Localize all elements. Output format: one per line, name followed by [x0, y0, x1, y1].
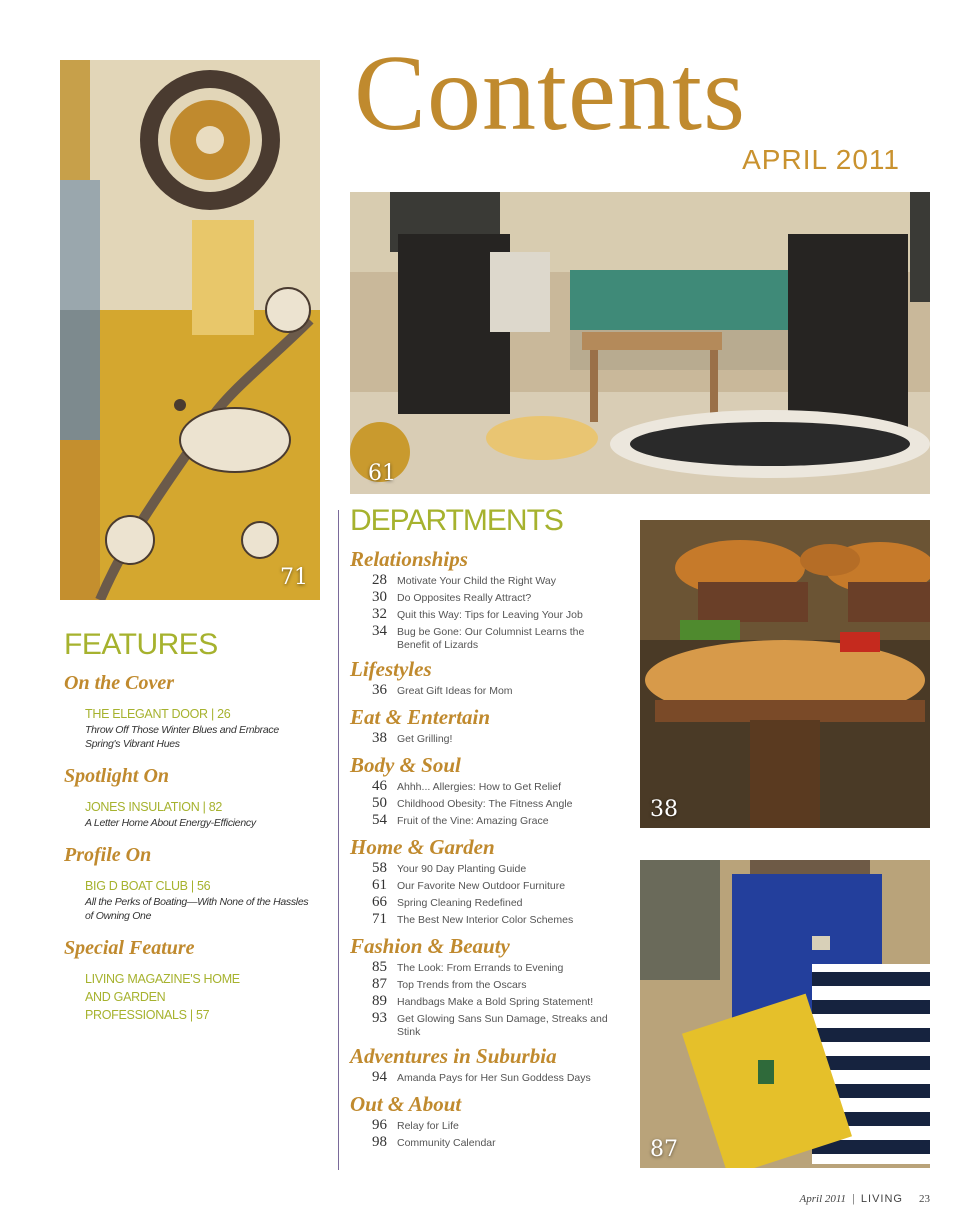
item-title: Quit this Way: Tips for Leaving Your Job: [397, 609, 583, 621]
feature-entry: [64, 765, 329, 830]
item-page-number: 30: [372, 589, 387, 605]
item-page-number: 93: [372, 1010, 387, 1026]
page-number-badge: 87: [650, 1137, 678, 1162]
department-item[interactable]: [350, 877, 630, 894]
item-title: Our Favorite New Outdoor Furniture: [397, 880, 566, 892]
item-title: Great Gift Ideas for Mom: [397, 685, 513, 697]
department-item[interactable]: [350, 812, 630, 829]
department-item[interactable]: [350, 1134, 630, 1151]
feature-category: Special Feature: [64, 937, 195, 959]
feature-description: Throw Off Those Winter Blues and Embrace Spring's Vibrant Hues: [85, 724, 279, 750]
item-page-number: 96: [372, 1117, 387, 1133]
item-title: Handbags Make a Bold Spring Statement!: [397, 996, 594, 1008]
item-page-number: 28: [372, 572, 387, 588]
item-page-number: 94: [372, 1069, 387, 1085]
item-title: Motivate Your Child the Right Way: [397, 575, 556, 587]
item-title: Ahhh... Allergies: How to Get Relief: [397, 781, 561, 793]
feature-entry: [64, 937, 329, 1024]
footer-separator: |: [852, 1193, 855, 1205]
department-item[interactable]: [350, 730, 630, 747]
item-title: Get Glowing Sans Sun Damage, Streaks and Stink: [397, 1013, 608, 1038]
feature-title-link[interactable]: LIVING MAGAZINE'S HOME AND GARDEN PROFESSIONALS | 57: [85, 972, 240, 1022]
department-item[interactable]: [350, 606, 630, 623]
department-category: Body & Soul: [350, 753, 461, 777]
item-title: Your 90 Day Planting Guide: [397, 863, 527, 875]
item-page-number: 71: [372, 911, 387, 927]
item-page-number: 61: [372, 877, 387, 893]
department-item[interactable]: [350, 1069, 630, 1086]
handbags-photo: [640, 860, 930, 1168]
item-title: Bug be Gone: Our Columnist Learns the Benefit of Lizards: [397, 626, 585, 651]
department-item[interactable]: [350, 1117, 630, 1134]
feature-title-link[interactable]: JONES INSULATION | 82: [85, 800, 223, 814]
department-item[interactable]: [350, 778, 630, 795]
departments-section: [350, 504, 630, 1151]
features-section: [64, 628, 329, 1032]
department-item[interactable]: [350, 572, 630, 589]
department-item[interactable]: [350, 682, 630, 699]
issue-date: APRIL 2011: [742, 144, 900, 175]
department-item[interactable]: [350, 589, 630, 606]
feature-description: All the Perks of Boating—With None of the Hassles of Owning One: [85, 896, 309, 922]
department-item[interactable]: [350, 993, 630, 1010]
feature-category: Profile On: [64, 844, 152, 866]
burgers-photo: [640, 520, 930, 828]
department-item[interactable]: [350, 976, 630, 993]
department-item[interactable]: [350, 1010, 630, 1038]
department-category: Adventures in Suburbia: [350, 1044, 557, 1068]
item-title: Get Grilling!: [397, 733, 453, 745]
department-item[interactable]: [350, 623, 630, 651]
item-title: Top Trends from the Oscars: [397, 979, 527, 991]
item-page-number: 89: [372, 993, 387, 1009]
item-title: Relay for Life: [397, 1120, 459, 1132]
department-category: Lifestyles: [350, 657, 432, 681]
item-page-number: 87: [372, 976, 387, 992]
item-page-number: 85: [372, 959, 387, 975]
item-page-number: 54: [372, 812, 387, 828]
fabric-swatches-photo: [60, 60, 320, 600]
item-title: The Look: From Errands to Evening: [397, 962, 564, 974]
feature-entry: [64, 672, 329, 751]
footer-date: April 2011: [799, 1193, 847, 1205]
item-title: The Best New Interior Color Schemes: [397, 914, 574, 926]
item-page-number: 50: [372, 795, 387, 811]
item-title: Amanda Pays for Her Sun Goddess Days: [397, 1072, 591, 1084]
footer-publication: LIVING: [860, 1193, 903, 1205]
item-page-number: 34: [372, 623, 387, 639]
department-item[interactable]: [350, 860, 630, 877]
page-number-badge: 71: [280, 565, 308, 590]
item-page-number: 38: [372, 730, 387, 746]
departments-list: [350, 546, 630, 1151]
department-category: Eat & Entertain: [350, 705, 491, 729]
item-page-number: 32: [372, 606, 387, 622]
page-title: Contents: [354, 34, 747, 153]
item-page-number: 58: [372, 860, 387, 876]
item-title: Spring Cleaning Redefined: [397, 897, 523, 909]
column-divider: [338, 510, 339, 1170]
footer-page-number: 23: [919, 1193, 930, 1205]
item-title: Childhood Obesity: The Fitness Angle: [397, 798, 573, 810]
page-footer: [800, 1193, 930, 1205]
item-title: Fruit of the Vine: Amazing Grace: [397, 815, 549, 827]
feature-description: A Letter Home About Energy-Efficiency: [85, 817, 256, 829]
department-item[interactable]: [350, 959, 630, 976]
feature-entry: [64, 844, 329, 923]
features-heading: FEATURES: [64, 628, 218, 661]
department-category: Out & About: [350, 1092, 462, 1116]
department-item[interactable]: [350, 795, 630, 812]
feature-title-link[interactable]: BIG D BOAT CLUB | 56: [85, 879, 211, 893]
item-page-number: 46: [372, 778, 387, 794]
patio-furniture-photo: [350, 192, 930, 494]
item-page-number: 36: [372, 682, 387, 698]
page-number-badge: 61: [368, 461, 396, 486]
feature-category: On the Cover: [64, 672, 174, 694]
page-number-badge: 38: [650, 797, 678, 822]
department-item[interactable]: [350, 911, 630, 928]
feature-category: Spotlight On: [64, 765, 170, 787]
item-title: Community Calendar: [397, 1137, 496, 1149]
department-item[interactable]: [350, 894, 630, 911]
departments-heading: DEPARTMENTS: [350, 504, 563, 537]
item-page-number: 66: [372, 894, 387, 910]
feature-title-link[interactable]: THE ELEGANT DOOR | 26: [85, 707, 231, 721]
department-category: Fashion & Beauty: [350, 934, 510, 958]
department-category: Relationships: [350, 547, 468, 571]
item-page-number: 98: [372, 1134, 387, 1150]
department-category: Home & Garden: [350, 835, 495, 859]
item-title: Do Opposites Really Attract?: [397, 592, 532, 604]
